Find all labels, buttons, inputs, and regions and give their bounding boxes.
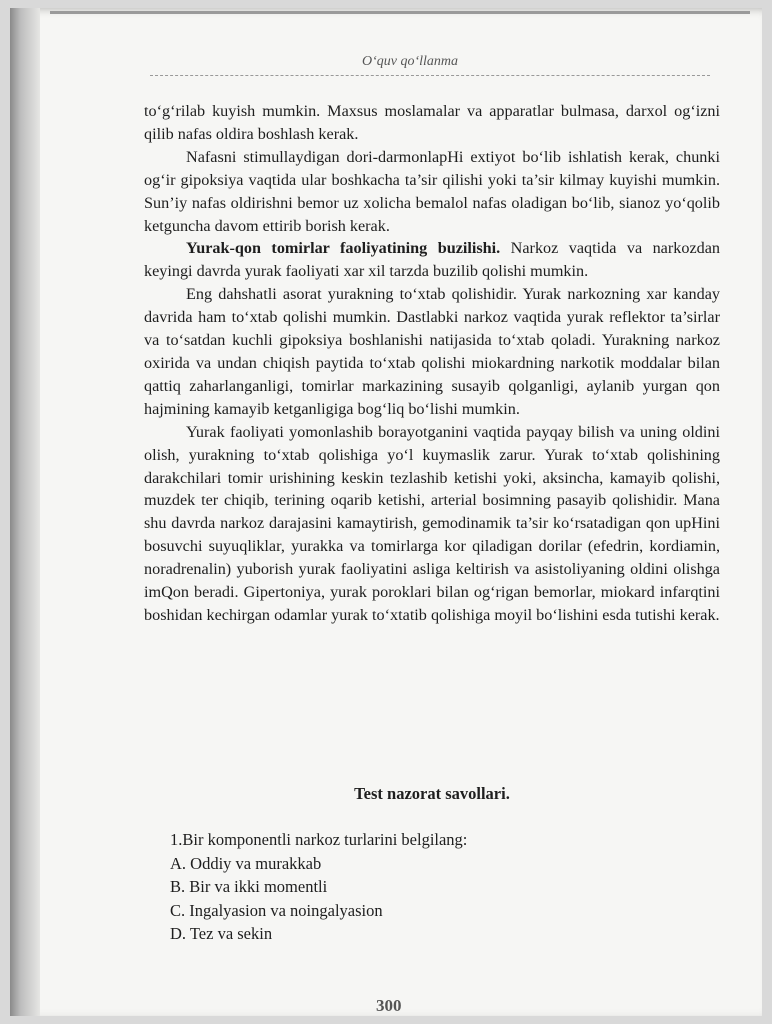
header-divider	[150, 75, 710, 77]
answer-option-b: B. Bir va ikki momentli	[170, 877, 328, 896]
section-heading-cardiovascular: Yurak-qon tomirlar faoliyatining buzilishi.	[186, 239, 501, 258]
test-question-block	[170, 828, 467, 946]
book-page	[10, 8, 762, 1016]
paragraph-1: to‘g‘rilab kuyish mumkin. Maxsus moslamalar va apparatlar bulmasa, darxol og‘izni qilib nafas oldira boshlash kerak.	[144, 102, 720, 143]
question-text: 1.Bir komponentli narkoz turlarini belgilang:	[170, 830, 468, 849]
test-section-title: Test nazorat savollari.	[354, 784, 510, 803]
book-binding-shadow	[10, 8, 40, 1016]
running-header: O‘quv qo‘llanma	[361, 54, 459, 69]
paragraph-5: Yurak faoliyati yomonlashib borayotganini vaqtida payqay bilish va uning oldini olish, yurakning to‘xtab qolishiga yo‘l kuymaslik zarur. Yurak to‘xtab qolishining darakchilari tomir urishining keskin tezlashib ketishi yoki, aksincha, kamayib qolishi, muzdek ter chiqib, terining oqarib ketishi, arterial bosimning pasayib qolishidir. Mana shu davrda narkoz darajasini kamaytirish, gemodinamik ta’sir ko‘rsatadigan qon upHini bosuvchi suyuqliklar, yurakka va tomirlarga kor qiladigan dorilar (efedrin, kordiamin, noradrenalin) yuborish yurak faoliyatini asliga keltirish va asistoliyaning oldini olishga imQon beradi. Gipertoniya, yurak poroklari bilan og‘rigan bemorlar, miokard infarqtini boshidan kechirgan odamlar yurak to‘xtatib qolishiga moyil bo‘lishini esda tutishi kerak.	[144, 422, 720, 624]
answer-option-a: A. Oddiy va murakkab	[170, 853, 322, 873]
answer-option-d: D. Tez va sekin	[170, 924, 273, 943]
answer-option-c: C. Ingalyasion va noingalyasion	[170, 900, 383, 920]
body-text	[144, 100, 720, 627]
paragraph-2: Nafasni stimullaydigan dori-darmonlapHi extiyot bo‘lib ishlatish kerak, chunki og‘ir gipoksiya vaqtida ular boshkacha ta’sir qilishi yoki ta’sir kilmay kuyishi mumkin. Sun’iy nafas oldirishni bemor uz xolicha bemalol nafas oladigan bo‘lib, sianoz yo‘qolib ketguncha davom ettirib borish kerak.	[144, 147, 720, 235]
paragraph-4: Eng dahshatli asorat yurakning to‘xtab qolishidir. Yurak narkozning xar kanday davrida ham to‘xtab qolishi mumkin. Dastlabki narkoz vaqtida yurak reflektor ta’sirlar va to‘satdan kuchli gipoksiya boshlanishi natijasida to‘xtab qoladi. Yurakning narkoz oxirida va undan chiqish paytida to‘xtab qolishi miokardning narkotik moddalar bilan qattiq zaharlanganligi, tomirlar markazining susayib qolganligi, aylanib yurgan qon hajmining kamayib ketganligiga bog‘liq bo‘lishi mumkin.	[144, 285, 720, 418]
paragraph-3	[144, 237, 720, 283]
page-number: 300	[376, 996, 402, 1015]
paragraph-3-text: Narkoz vaqtida va narkozdan keyingi davrda yurak faoliyati xar xil tarzda buzilib qolishi mumkin.	[144, 239, 720, 281]
top-edge-rule	[50, 11, 750, 14]
